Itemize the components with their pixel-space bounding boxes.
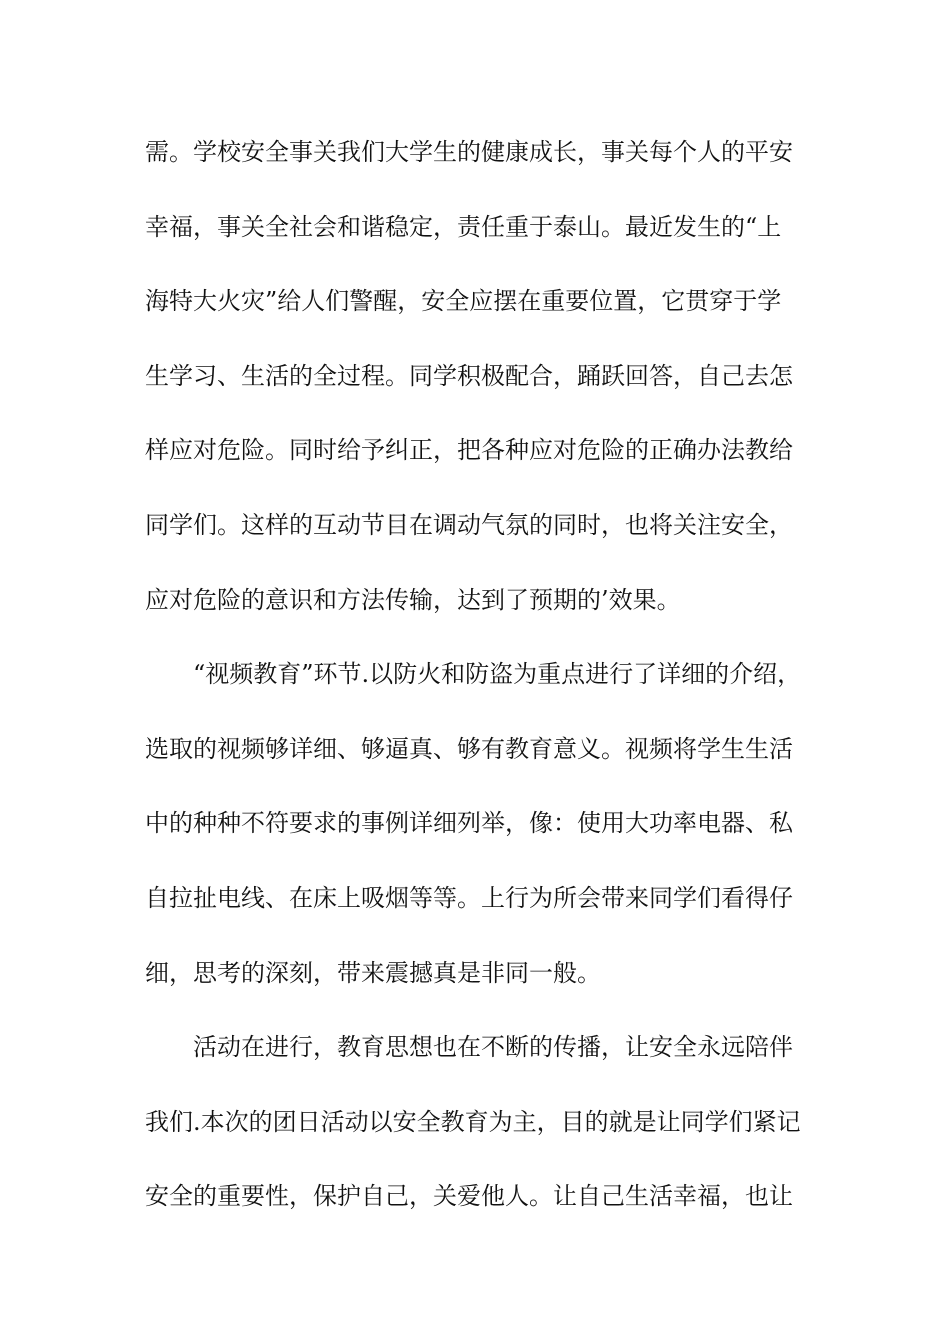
text-line: 细，思考的深刻，带来震撼真是非同一般。 bbox=[145, 958, 601, 987]
paragraph-start-line: “视频教育”环节.以防火和防盗为重点进行了详细的介绍， bbox=[193, 660, 802, 689]
text-line: 中的种种不符要求的事例详细列举，像：使用大功率电器、私 bbox=[145, 809, 793, 838]
body-text bbox=[145, 128, 825, 1247]
text-line: 海特大火灾”给人们警醒，安全应摆在重要位置，它贯穿于学 bbox=[145, 287, 782, 316]
text-line: 同学们。这样的互动节目在调动气氛的同时，也将关注安全， bbox=[145, 510, 793, 539]
text-line: 生学习、生活的全过程。同学积极配合，踊跃回答，自己去怎 bbox=[145, 361, 793, 390]
text-line: 样应对危险。同时给予纠正，把各种应对危险的正确办法教给 bbox=[145, 436, 793, 465]
paragraph-start-line: 活动在进行，教育思想也在不断的传播，让安全永远陪伴 bbox=[193, 1033, 793, 1062]
text-line: 幸福，事关全社会和谐稳定，责任重于泰山。最近发生的“上 bbox=[145, 212, 782, 241]
text-line: 需。学校安全事关我们大学生的健康成长，事关每个人的平安 bbox=[145, 138, 793, 166]
text-line: 应对危险的意识和方法传输，达到了预期的’效果。 bbox=[145, 585, 681, 614]
text-line: 安全的重要性，保护自己，关爱他人。让自己生活幸福，也让 bbox=[145, 1182, 793, 1211]
text-line: 我们.本次的团日活动以安全教育为主，目的就是让同学们紧记 bbox=[145, 1107, 801, 1136]
text-line: 选取的视频够详细、够逼真、够有教育意义。视频将学生生活 bbox=[145, 734, 793, 763]
text-line: 自拉扯电线、在床上吸烟等等。上行为所会带来同学们看得仔 bbox=[145, 883, 793, 912]
